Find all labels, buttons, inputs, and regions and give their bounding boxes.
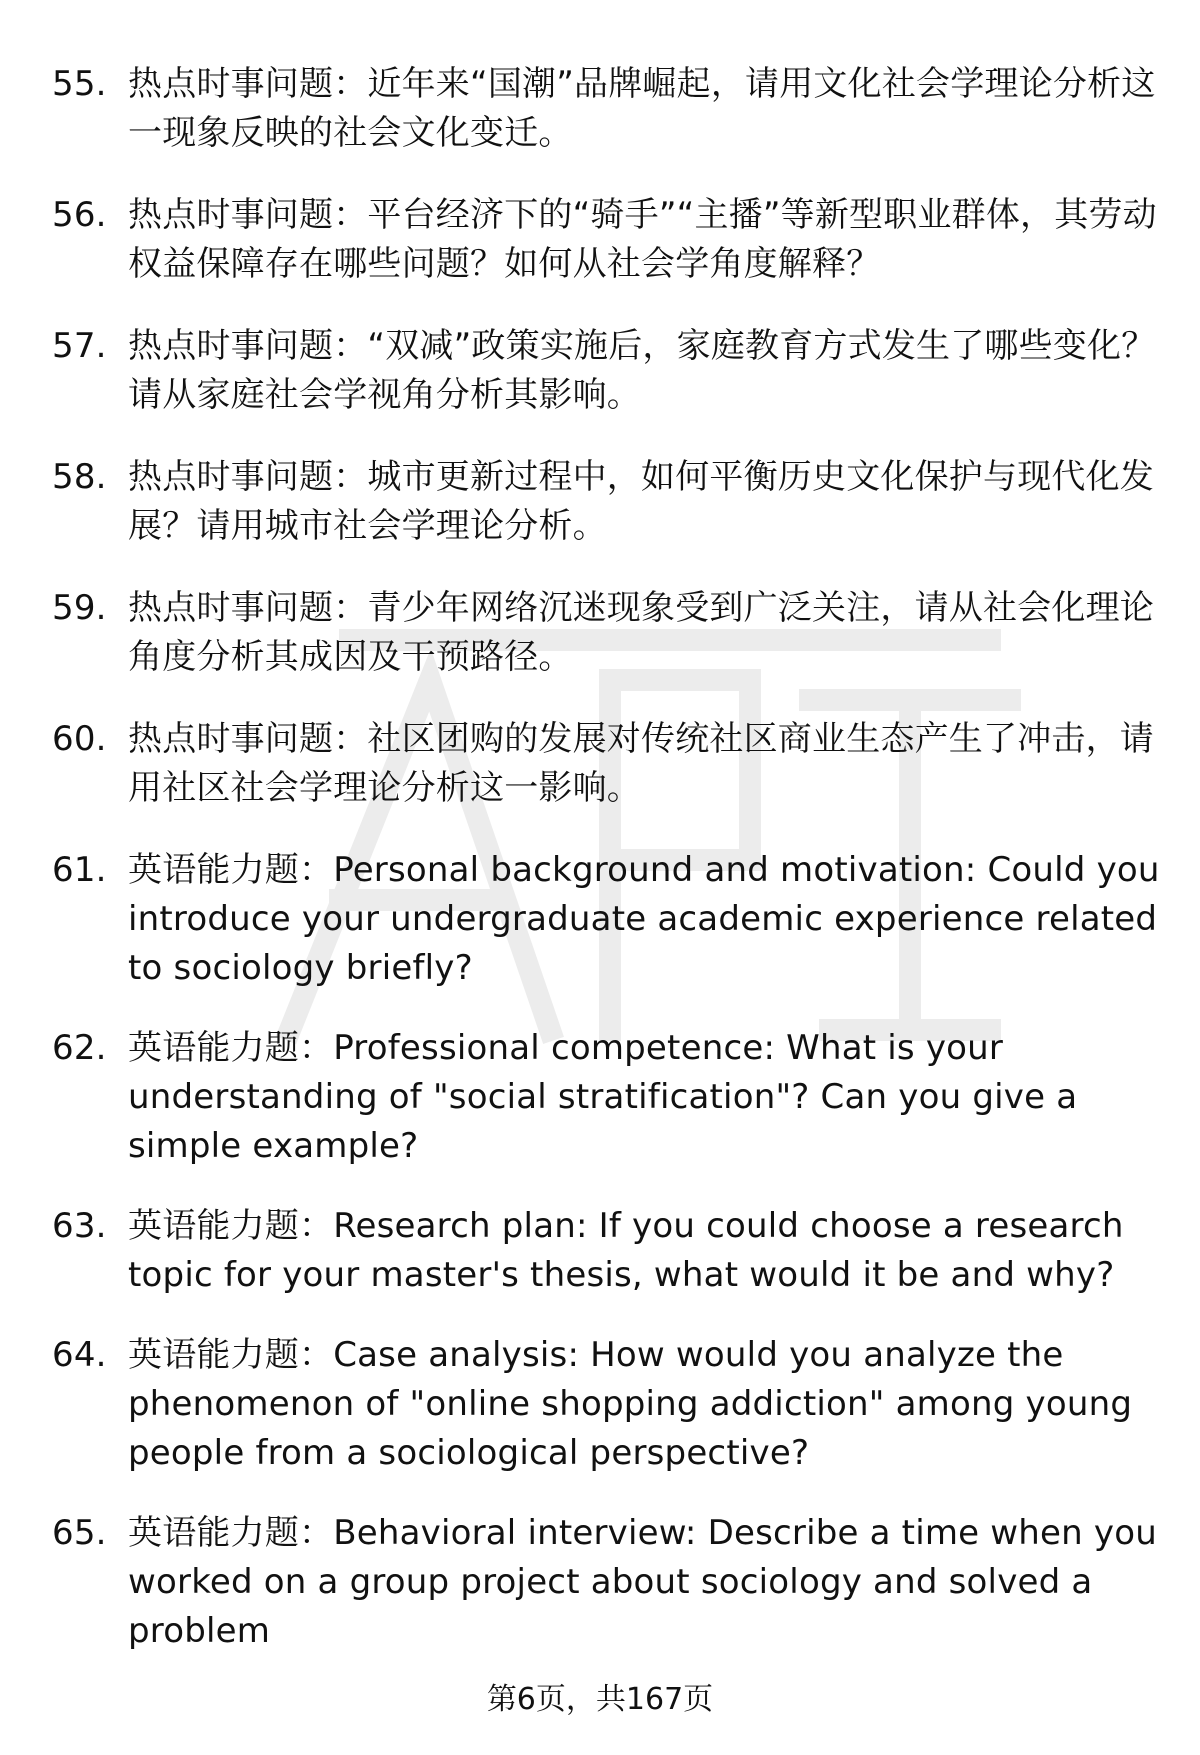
question-number: 58. — [52, 457, 107, 497]
question-number: 59. — [52, 588, 107, 628]
question-item-60 — [0, 715, 1200, 813]
question-item-65 — [0, 1509, 1200, 1656]
question-text: 热点时事问题：“双减”政策实施后，家庭教育方式发生了哪些变化？请从家庭社会学视角分析其影响。 — [128, 326, 1156, 415]
question-item-59 — [0, 584, 1200, 682]
question-text: 热点时事问题：近年来“国潮”品牌崛起，请用文化社会学理论分析这一现象反映的社会文化变迁。 — [128, 64, 1156, 153]
question-item-63 — [0, 1202, 1200, 1300]
question-number: 63. — [52, 1206, 107, 1246]
question-number: 62. — [52, 1028, 107, 1068]
question-item-57 — [0, 322, 1200, 420]
question-number: 55. — [52, 64, 107, 104]
question-number: 61. — [52, 850, 107, 890]
question-number: 65. — [52, 1513, 107, 1553]
question-text: 英语能力题：Behavioral interview: Describe a time when you worked on a group project about sociology and solved a problem — [128, 1513, 1157, 1651]
question-text: 热点时事问题：青少年网络沉迷现象受到广泛关注，请从社会化理论角度分析其成因及干预路径。 — [128, 588, 1154, 677]
question-text: 热点时事问题：社区团购的发展对传统社区商业生态产生了冲击，请用社区社会学理论分析这一影响。 — [128, 719, 1154, 808]
question-text: 英语能力题：Professional competence: What is your understanding of "social stratification"? Can you give a simple example? — [128, 1028, 1078, 1166]
question-text: 热点时事问题：平台经济下的“骑手”“主播”等新型职业群体，其劳动权益保障存在哪些问题？如何从社会学角度解释？ — [128, 195, 1157, 284]
question-text: 热点时事问题：城市更新过程中，如何平衡历史文化保护与现代化发展？请用城市社会学理论分析。 — [128, 457, 1154, 546]
page-indicator: 第6页，共167页 — [486, 1682, 714, 1717]
question-item-56 — [0, 191, 1200, 289]
question-number: 56. — [52, 195, 107, 235]
question-item-58 — [0, 453, 1200, 551]
question-text: 英语能力题：Case analysis: How would you analyze the phenomenon of "online shopping addiction" among young people from a sociological perspective? — [128, 1335, 1133, 1473]
question-item-64 — [0, 1331, 1200, 1478]
question-number: 57. — [52, 326, 107, 366]
question-number: 64. — [52, 1335, 107, 1375]
question-text: 英语能力题：Personal background and motivation: Could you introduce your undergraduate academic experience related to sociology briefly? — [128, 850, 1160, 988]
question-number: 60. — [52, 719, 107, 759]
question-text: 英语能力题：Research plan: If you could choose a research topic for your master's thesis, what would it be and why? — [128, 1206, 1124, 1295]
question-list — [0, 60, 1200, 1687]
question-item-61 — [0, 846, 1200, 993]
question-item-62 — [0, 1024, 1200, 1171]
question-item-55 — [0, 60, 1200, 158]
